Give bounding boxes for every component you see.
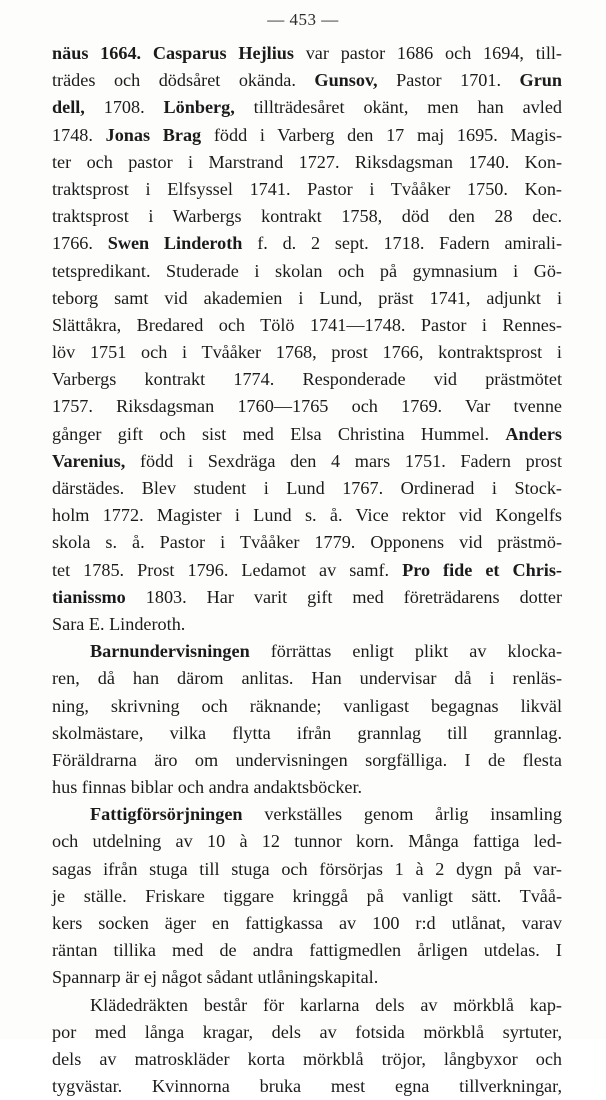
text-line xyxy=(52,258,562,285)
text-run: därstädes. Blev student i Lund 1767. Ordinerad i Stock- xyxy=(52,478,562,498)
bold-text: Anders xyxy=(505,423,562,444)
text-run: gånger gift och sist med Elsa Christina Hummel. xyxy=(52,423,506,444)
text-line xyxy=(52,203,562,230)
bold-text: tianissmo xyxy=(52,586,126,607)
text-run: ren, då han därom anlitas. Han undervisar då i renläs- xyxy=(52,668,562,689)
text-run: Spannarp är ej något sådant utlåningskapital. xyxy=(52,967,379,988)
text-run: skolmästare, vilka flytta ifrån grannlag till grannlag. xyxy=(52,722,562,743)
text-run: Slättåkra, Bredared och Tölö 1741—1748. Pastor i Rennes- xyxy=(52,314,562,335)
text-line xyxy=(52,122,562,149)
text-run: f. d. 2 sept. 1718. Fadern amirali- xyxy=(242,233,563,254)
text-run: född i Sexdräga den 4 mars 1751. Fadern prost xyxy=(125,450,562,471)
text-line xyxy=(52,285,562,312)
text-line xyxy=(52,366,562,393)
text-line xyxy=(52,992,562,1019)
paragraph xyxy=(52,801,562,991)
text-run: skola s. å. Pastor i Tvååker 1779. Opponens vid prästmö- xyxy=(52,532,562,553)
paragraph xyxy=(52,40,562,638)
text-run: Pastor 1701. xyxy=(377,70,520,91)
text-line xyxy=(52,475,562,502)
bold-text: Varenius, xyxy=(52,450,126,471)
text-run: por med långa kragar, dels av fotsida mörkblå syrtuter, xyxy=(52,1021,562,1042)
text-line xyxy=(52,828,562,855)
text-run: räntan tillika med de andra fattigmedlen årligen utdelas. I xyxy=(52,940,562,961)
paragraph xyxy=(52,992,562,1100)
text-run: teborg samt vid akademien i Lund, präst 1741, adjunkt i xyxy=(52,287,562,308)
bold-text: Pro fide et Chris- xyxy=(402,559,562,580)
text-line xyxy=(52,611,562,638)
text-line xyxy=(52,557,562,584)
text-line xyxy=(52,393,562,420)
text-line xyxy=(52,421,562,448)
text-line xyxy=(52,94,562,121)
bold-text: Barnundervisningen xyxy=(90,641,250,662)
text-line xyxy=(52,448,562,475)
text-line xyxy=(52,40,562,67)
text-line xyxy=(52,747,562,774)
text-line xyxy=(52,584,562,611)
text-line xyxy=(52,638,562,665)
text-run: tet 1785. Prost 1796. Ledamot av samf. xyxy=(52,559,403,580)
text-line xyxy=(52,856,562,883)
text-line xyxy=(52,964,562,991)
text-line xyxy=(52,149,562,176)
text-run: född i Varberg den 17 maj 1695. Magis- xyxy=(201,124,563,145)
bold-text: dell, xyxy=(52,97,85,118)
text-run: sagas ifrån stuga till stuga och försörjas 1 à 2 dygn på var- xyxy=(52,858,562,879)
text-run: traktsprost i Warbergs kontrakt 1758, död den 28 dec. xyxy=(52,206,562,227)
text-line xyxy=(52,529,562,556)
text-run: 1757. Riksdagsman 1760—1765 och 1769. Var tvenne xyxy=(52,396,562,417)
body-text xyxy=(52,40,562,1100)
text-line xyxy=(52,910,562,937)
text-run: var pastor 1686 och 1694, till- xyxy=(293,43,562,63)
bold-text: Lönberg, xyxy=(163,97,235,118)
bold-text: Jonas Brag xyxy=(105,124,202,145)
text-run: ning, skrivning och räknande; vanligast begagnas likväl xyxy=(52,695,562,716)
text-run: traktsprost i Elfsyssel 1741. Pastor i Tvååker 1750. Kon- xyxy=(52,178,562,199)
text-run: Föräldrarna äro om undervisningen sorgfälliga. I de flesta xyxy=(52,749,562,770)
text-run: Klädedräkten består för karlarna dels av mörkblå kap- xyxy=(90,994,562,1015)
text-run: ter och pastor i Marstrand 1727. Riksdagsman 1740. Kon- xyxy=(52,151,562,172)
paragraph xyxy=(52,638,562,801)
text-run: trädes och dödsåret okända. xyxy=(52,70,315,91)
text-line xyxy=(52,693,562,720)
text-run: Varbergs kontrakt 1774. Responderade vid prästmötet xyxy=(52,369,562,390)
text-line xyxy=(52,176,562,203)
text-run: tillträdesåret okänt, men han avled xyxy=(234,97,562,118)
bold-text: Fattigförsörjningen xyxy=(90,804,243,825)
bold-text: Gunsov, xyxy=(314,70,378,91)
text-run: verkställes genom årlig insamling xyxy=(242,804,562,825)
text-line xyxy=(52,1073,562,1100)
text-run: je ställe. Friskare tiggare kringgå på vanligt sätt. Tvåå- xyxy=(52,885,562,906)
text-run: 1708. xyxy=(84,97,164,118)
text-run: kers socken äger en fattigkassa av 100 r:d utlånat, varav xyxy=(52,913,562,933)
text-line xyxy=(52,502,562,529)
text-run: 1803. Har varit gift med företrädarens dotter xyxy=(125,586,562,607)
text-line xyxy=(52,665,562,692)
text-line xyxy=(52,801,562,828)
bold-text: Grun xyxy=(519,70,562,91)
text-run: förrättas enligt plikt av klocka- xyxy=(249,641,562,662)
text-run: hus finnas biblar och andra andaktsböcker. xyxy=(52,777,363,798)
text-line xyxy=(52,937,562,964)
text-run: löv 1751 och i Tvååker 1768, prost 1766, kontraktsprost i xyxy=(52,342,562,363)
text-line xyxy=(52,312,562,339)
text-line xyxy=(52,230,562,257)
text-line xyxy=(52,339,562,366)
text-line xyxy=(52,67,562,94)
text-line xyxy=(52,774,562,801)
text-line xyxy=(52,1046,562,1073)
text-run: tygvästar. Kvinnorna bruka mest egna tillverkningar, xyxy=(52,1076,562,1097)
text-run: 1766. xyxy=(52,233,108,254)
text-line xyxy=(52,883,562,910)
text-run: tetspredikant. Studerade i skolan och på gymnasium i Gö- xyxy=(52,260,562,281)
text-line xyxy=(52,720,562,747)
bold-text: Swen Linderoth xyxy=(107,233,243,254)
bold-text: näus 1664. Casparus Hejlius xyxy=(52,43,294,63)
text-line xyxy=(52,1019,562,1046)
page-number: — 453 — xyxy=(267,10,339,29)
text-run: 1748. xyxy=(52,124,106,145)
text-run: och utdelning av 10 à 12 tunnor korn. Många fattiga led- xyxy=(52,831,562,852)
text-run: Sara E. Linderoth. xyxy=(52,613,186,634)
text-run: dels av matroskläder korta mörkblå tröjor, långbyxor och xyxy=(52,1048,562,1069)
text-run: holm 1772. Magister i Lund s. å. Vice rektor vid Kongelfs xyxy=(52,505,562,526)
